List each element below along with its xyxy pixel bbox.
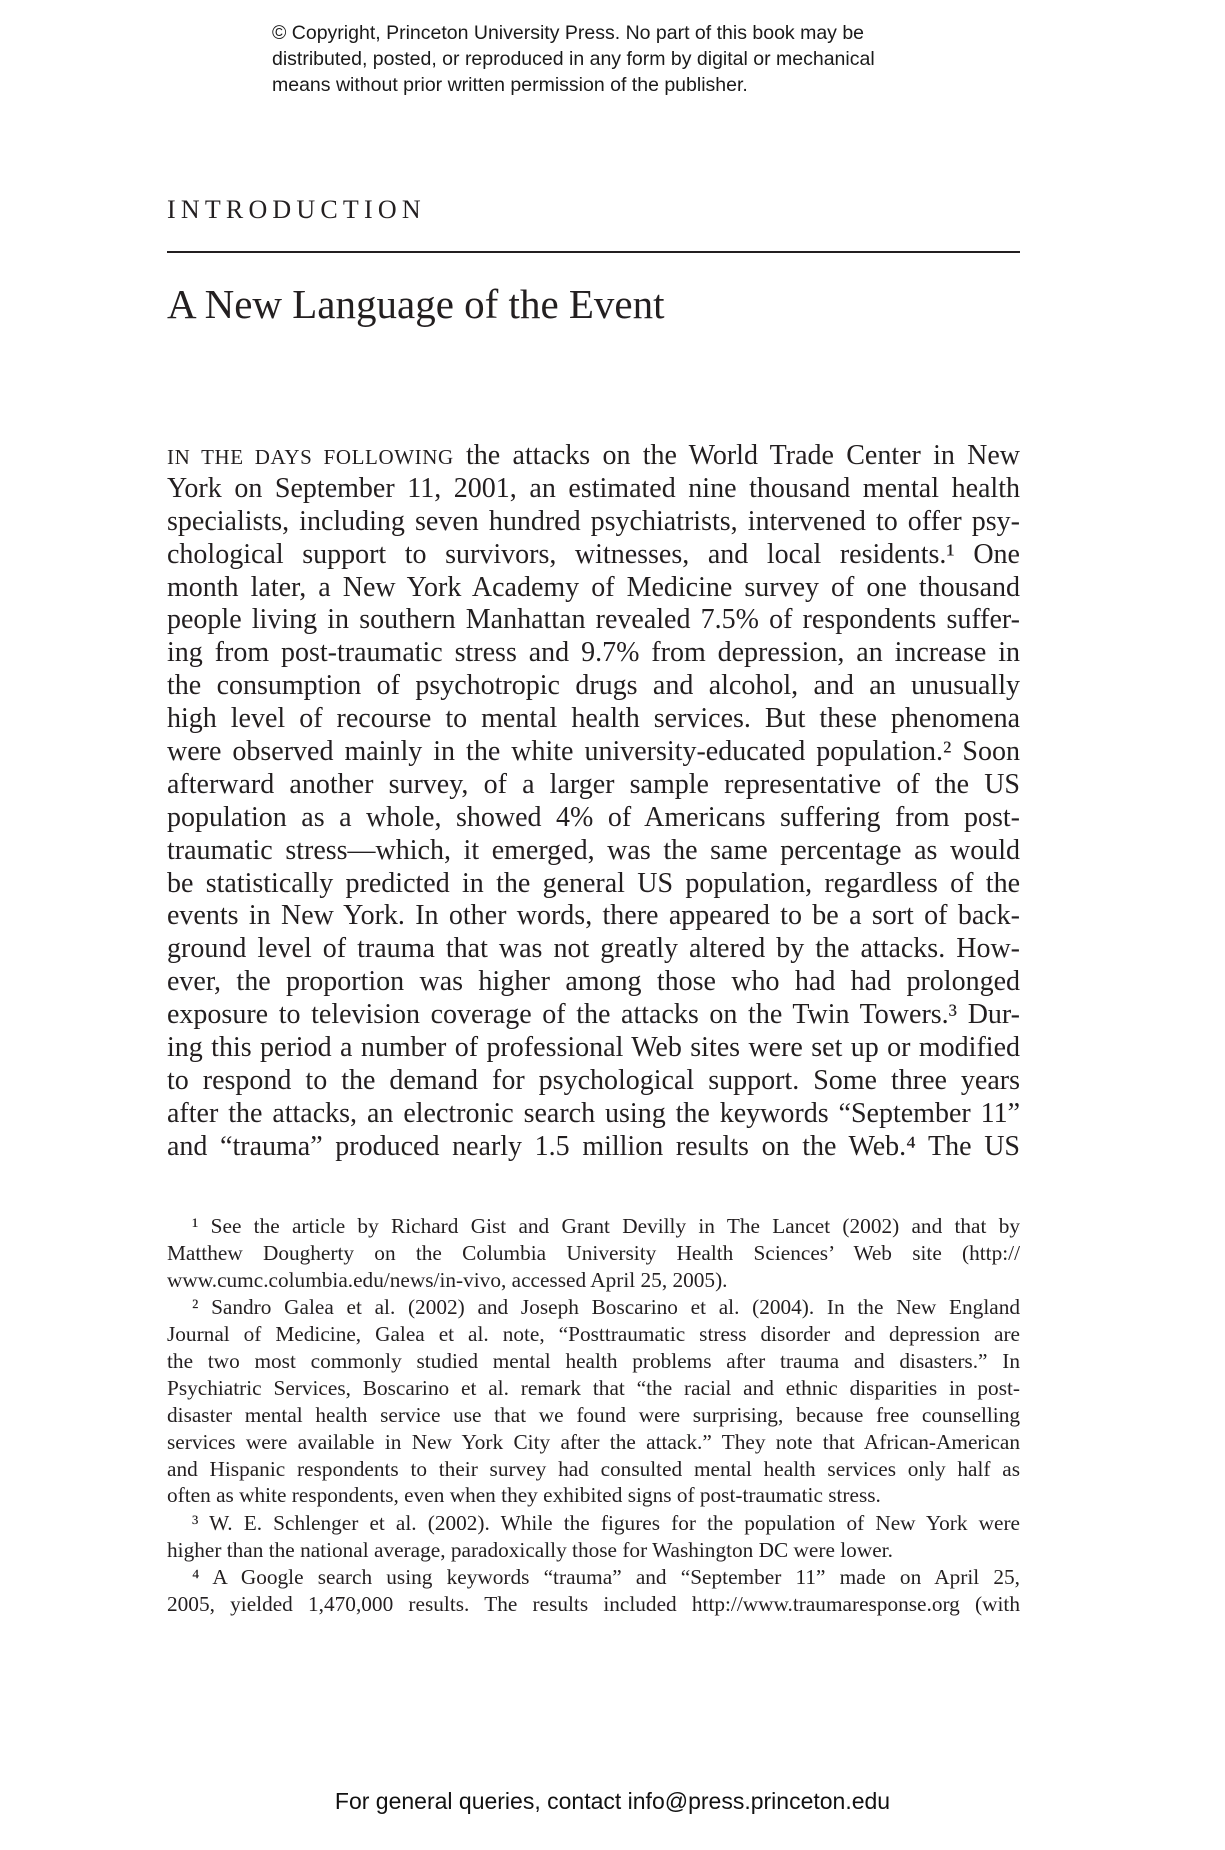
body-line: the consumption of psychotropic drugs and alcohol, and an unusually <box>167 670 1020 702</box>
footnote-line: disaster mental health service use that we found were surprising, because free counselling <box>167 1402 1020 1427</box>
footnote-line: Matthew Dougherty on the Columbia University Health Sciences’ Web site (http:// <box>167 1240 1020 1265</box>
body-line: to respond to the demand for psychological support. Some three years <box>167 1064 1020 1096</box>
body-line-text: the attacks on the World Trade Center in New <box>453 440 1021 471</box>
body-line: chological support to survivors, witnesses, and local residents.¹ One <box>167 538 1020 570</box>
body-line: traumatic stress—which, it emerged, was the same percentage as would <box>167 834 1020 866</box>
body-paragraph <box>167 440 1020 1164</box>
chapter-title: A New Language of the Event <box>167 281 665 327</box>
footnote-line: and Hispanic respondents to their survey had consulted mental health services only half as <box>167 1456 1020 1481</box>
footnote-line: the two most commonly studied mental health problems after trauma and disasters.” In <box>167 1348 1020 1373</box>
body-line: afterward another survey, of a larger sample representative of the US <box>167 768 1020 800</box>
copyright-notice <box>272 20 992 98</box>
body-line: ground level of trauma that was not greatly altered by the attacks. How- <box>167 933 1020 965</box>
footnote-line: Psychiatric Services, Boscarino et al. remark that “the racial and ethnic disparities in post- <box>167 1375 1020 1400</box>
body-line <box>167 440 1020 473</box>
body-line: be statistically predicted in the general US population, regardless of the <box>167 867 1020 899</box>
copyright-line: © Copyright, Princeton University Press. No part of this book may be <box>272 22 865 44</box>
footnote-line: ⁴ A Google search using keywords “trauma” and “September 11” made on April 25, <box>192 1565 1020 1590</box>
body-line: and “trauma” produced nearly 1.5 million results on the Web.⁴ The US <box>167 1130 1020 1162</box>
footnote-line: often as white respondents, even when they exhibited signs of post-traumatic stress. <box>167 1483 881 1508</box>
body-line: population as a whole, showed 4% of Americans suffering from post- <box>167 801 1020 833</box>
chapter-label: INTRODUCTION <box>167 195 426 224</box>
footnote-line: ³ W. E. Schlenger et al. (2002). While the figures for the population of New York were <box>192 1510 1020 1535</box>
body-line: people living in southern Manhattan revealed 7.5% of respondents suffer- <box>167 604 1020 636</box>
copyright-line: means without prior written permission of the publisher. <box>272 74 748 96</box>
body-line: high level of recourse to mental health services. But these phenomena <box>167 703 1020 735</box>
footnote-line: ¹ See the article by Richard Gist and Grant Devilly in The Lancet (2002) and that by <box>192 1214 1020 1238</box>
body-line: after the attacks, an electronic search using the keywords “September 11” <box>167 1097 1020 1129</box>
footnote-line: www.cumc.columbia.edu/news/in-vivo, accessed April 25, 2005). <box>167 1267 728 1292</box>
footnote-4 <box>167 1564 1020 1618</box>
footnote-line: 2005, yielded 1,470,000 results. The results included http://www.traumaresponse.org (with <box>167 1591 1020 1616</box>
body-line: ing from post-traumatic stress and 9.7% from depression, an increase in <box>167 637 1020 669</box>
copyright-line: distributed, posted, or reproduced in any form by digital or mechanical <box>272 48 875 70</box>
body-line: exposure to television coverage of the attacks on the Twin Towers.³ Dur- <box>167 999 1020 1031</box>
body-line: York on September 11, 2001, an estimated nine thousand mental health <box>167 472 1020 504</box>
footnote-2 <box>167 1294 1020 1509</box>
body-line: ever, the proportion was higher among those who had had prolonged <box>167 966 1020 998</box>
footnote-3 <box>167 1510 1020 1564</box>
chapter-divider <box>167 251 1020 253</box>
footnote-1 <box>167 1213 1020 1294</box>
body-line: were observed mainly in the white university-educated population.² Soon <box>167 736 1020 768</box>
footnotes <box>167 1213 1020 1618</box>
body-line: month later, a New York Academy of Medicine survey of one thousand <box>167 571 1020 603</box>
body-line: specialists, including seven hundred psychiatrists, intervened to offer psy- <box>167 505 1020 537</box>
body-line: ing this period a number of professional Web sites were set up or modified <box>167 1032 1020 1064</box>
footnote-line: Journal of Medicine, Galea et al. note, “Posttraumatic stress disorder and depression are <box>167 1322 1020 1347</box>
footnote-line: services were available in New York City after the attack.” They note that African-American <box>167 1429 1020 1454</box>
body-line: events in New York. In other words, there appeared to be a sort of back- <box>167 900 1020 932</box>
lead-in-small-caps: IN THE DAYS FOLLOWING <box>167 445 454 469</box>
footnote-line: ² Sandro Galea et al. (2002) and Joseph Boscarino et al. (2004). In the New England <box>192 1295 1020 1320</box>
footnote-line: higher than the national average, paradoxically those for Washington DC were lower. <box>167 1537 893 1562</box>
contact-footer: For general queries, contact info@press.princeton.edu <box>334 1788 891 1814</box>
